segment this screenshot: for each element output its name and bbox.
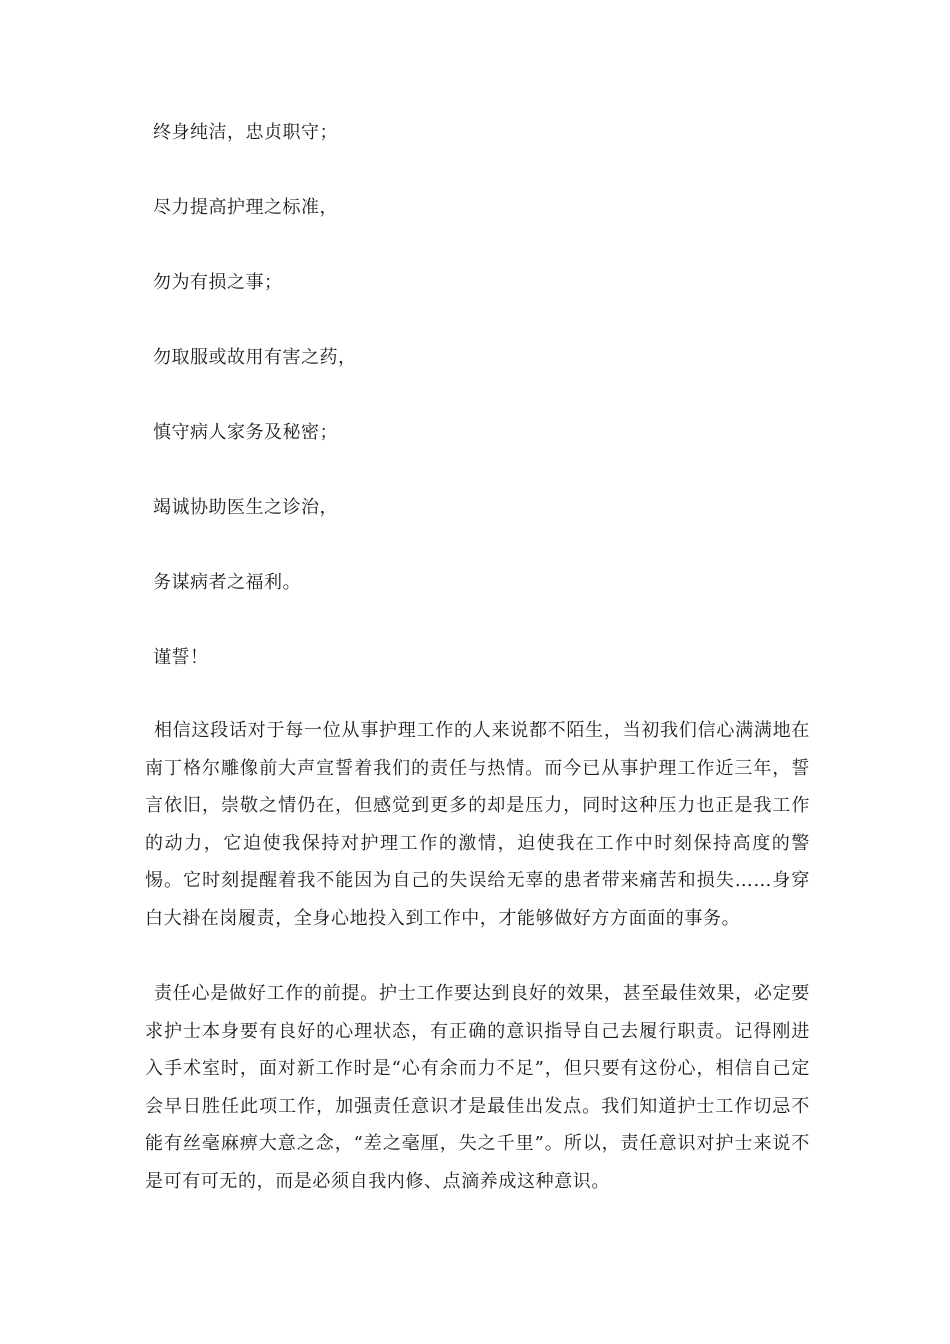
body-paragraph: 相信这段话对于每一位从事护理工作的人来说都不陌生，当初我们信心满满地在南丁格尔雕像前大声宣誓着我们的责任与热情。而今已从事护理工作近三年，誓言依旧，崇敬之情仍在，但感觉到更多的却是压力，同时这种压力也正是我工作的动力，它迫使我保持对护理工作的激情，迫使我在工作中时刻保持高度的警惕。它时刻提醒着我不能因为自己的失误给无辜的患者带来痛苦和损失……身穿白大褂在岗履责，全身心地投入到工作中，才能够做好方方面面的事务。 [145,720,810,929]
oath-line: 勿取服或故用有害之药， [153,347,357,368]
oath-line: 竭诚协助医生之诊治， [153,497,338,518]
body-paragraph: 责任心是做好工作的前提。护士工作要达到良好的效果，甚至最佳效果，必定要求护士本身要有良好的心理状态，有正确的意识指导自己去履行职责。记得刚进入手术室时，面对新工作时是“心有余而力不足”，但只要有这份心，相信自己定会早日胜任此项工作，加强责任意识才是最佳出发点。我们知道护士工作切忌不能有丝毫麻痹大意之念，“差之毫厘，失之千里”。所以，责任意识对护士来说不是可有可无的，而是必须自我内修、点滴养成这种意识。 [145,983,810,1192]
oath-line: 谨誓！ [153,647,209,668]
oath-line: 终身纯洁，忠贞职守； [153,122,338,143]
oath-line: 务谋病者之福利。 [153,572,301,593]
oath-line: 尽力提高护理之标准， [153,197,338,218]
oath-line: 慎守病人家务及秘密； [153,422,338,443]
oath-line: 勿为有损之事； [153,272,283,293]
